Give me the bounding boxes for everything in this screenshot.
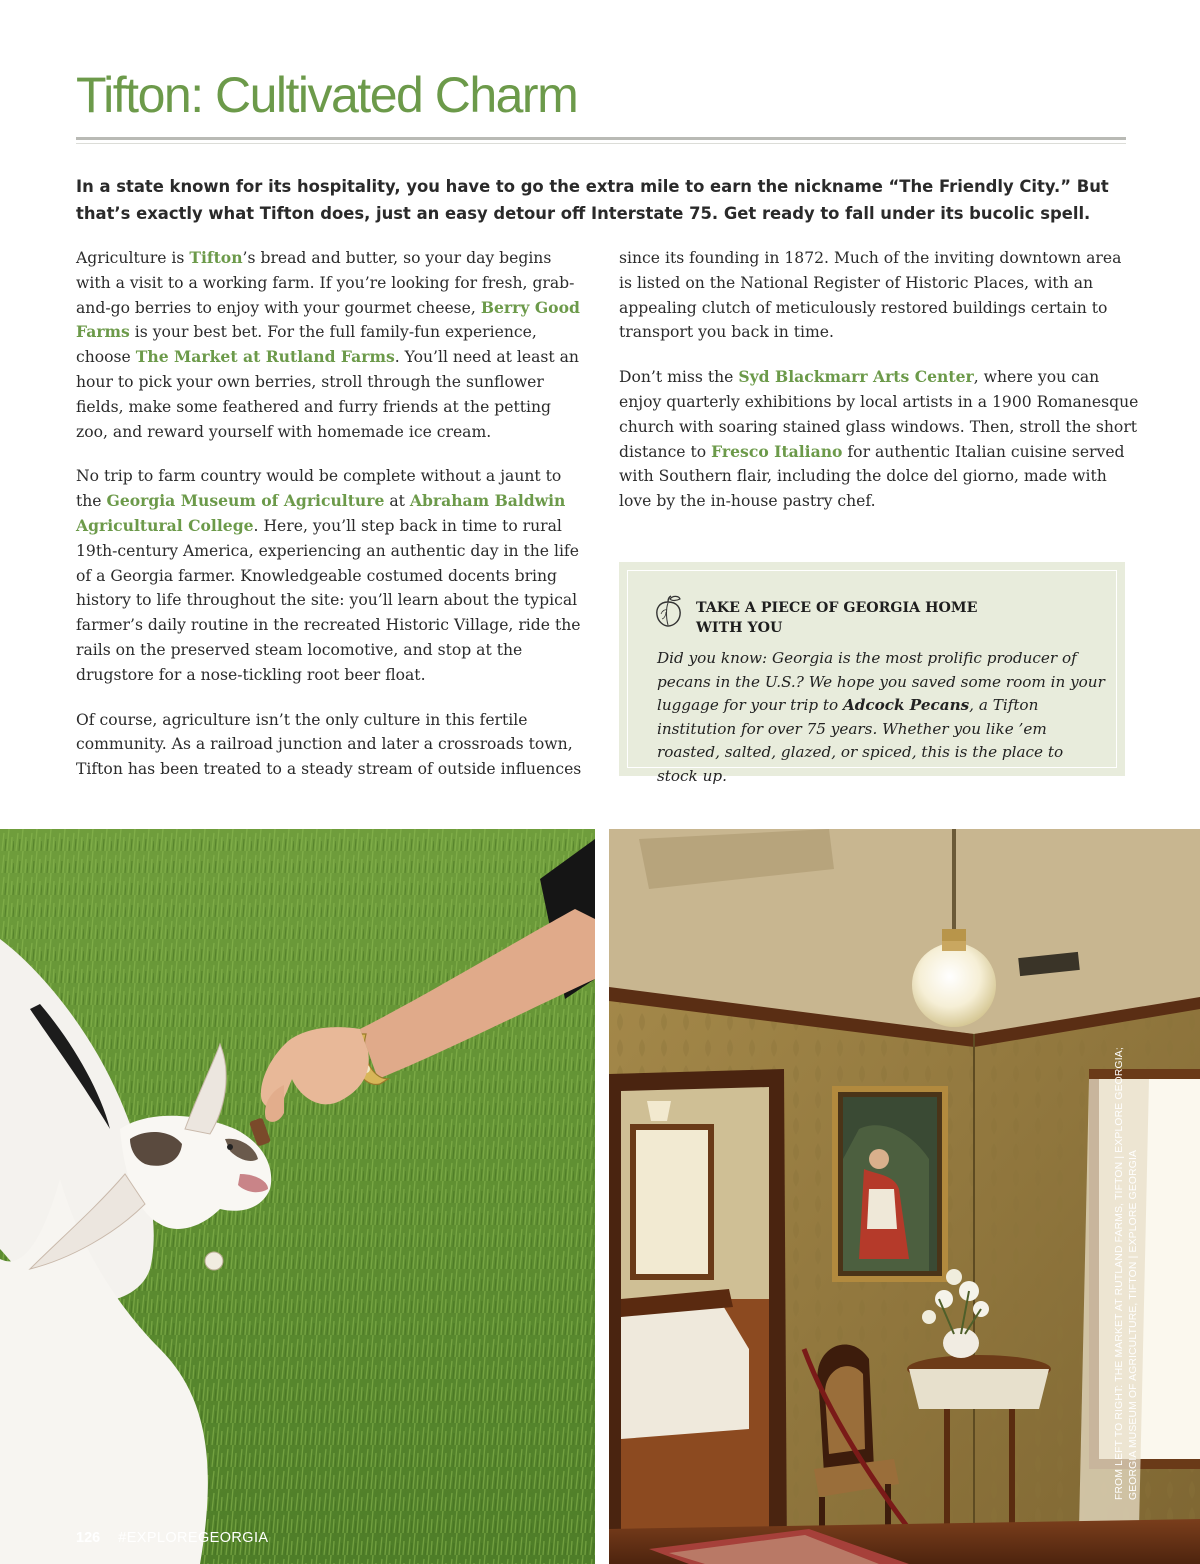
goat-feeding-illustration: [0, 829, 595, 1564]
photo-credit: FROM LEFT TO RIGHT: THE MARKET AT RUTLAND FARMS, TIFTON | EXPLORE GEORGIA; GEORGIA MUSEUM OF AGRICULTURE, TIFTON | EXPLORE GEORGIA: [1114, 1047, 1139, 1500]
sidebar-border: [627, 570, 1117, 785]
intro-paragraph: In a state known for its hospitality, you have to go the extra mile to earn the nickname “The Friendly City.” But that’s exactly what Tifton does, just an easy detour off Interstate 75. Get ready to fall under its bucolic spell.: [76, 177, 1109, 223]
sidebar-box: [619, 562, 1125, 785]
title-rule: [76, 137, 1126, 140]
sidebar-title: TAKE A PIECE OF GEORGIA HOME WITH YOU: [696, 600, 978, 636]
footer-hashtag: #EXPLOREGEORGIA: [118, 1530, 269, 1546]
link-fresco-italiano[interactable]: Fresco Italiano: [711, 441, 843, 461]
paragraph-arts: Don’t miss the Syd Blackmarr Arts Center, where you can enjoy quarterly exhibitions by local artists in a 1900 Romanesque church with soaring stained glass windows. Then, stroll the short distance to Fresco Italiano for authentic Italian cuisine served with Southern flair, including the dolce del giorno, made with love by the in-house pastry chef.: [619, 367, 1139, 511]
link-abraham-baldwin-college[interactable]: Abraham Baldwin Agricultural College: [76, 491, 566, 535]
sidebar-highlight-adcock: Adcock Pecans: [842, 696, 970, 715]
paragraph-museum: No trip to farm country would be complete without a jaunt to the Georgia Museum of Agriculture at Abraham Baldwin Agricultural College. Here, you’ll step back in time to rural 19th-century America, experiencing an authentic day in the life of a Georgia farmer. Knowledgeable costumed docents bring history to life throughout the site: you’ll learn about the typical farmer’s daily routine in the recreated Historic Village, ride the rails on the preserved steam locomotive, and stop at the drugstore for a nose-tickling root beer float.: [76, 467, 581, 684]
title-rule-thin: [76, 143, 1126, 144]
historic-parlor-illustration: [609, 829, 1200, 1564]
link-tifton[interactable]: Tifton: [189, 248, 243, 267]
georgia-peach-icon: [653, 594, 683, 628]
historic-parlor-photo: [609, 829, 1200, 1564]
link-georgia-museum-agriculture[interactable]: Georgia Museum of Agriculture: [106, 491, 385, 511]
link-berry-good-farms[interactable]: Berry Good Farms: [76, 297, 580, 342]
page-footer: [76, 1530, 268, 1546]
paragraph-farms: Agriculture is Tifton’s bread and butter, so your day begins with a visit to a working farm. If you’re looking for fresh, grab-and-go berries to enjoy with your gourmet cheese, Berry Good Farms is your best bet. For the full family-fun experience, choose The Market at Rutland Farms. You’ll need at least an hour to pick your own berries, stroll through the sunflower fields, make some feathered and furry friends at the petting zoo, and reward yourself with homemade ice cream.: [76, 248, 580, 441]
link-syd-blackmarr-arts-center[interactable]: Syd Blackmarr Arts Center: [738, 367, 974, 387]
article-title: Tifton: Cultivated Charm: [76, 67, 578, 123]
left-column: [76, 246, 586, 802]
right-column: [619, 246, 1139, 534]
page-number: 126: [76, 1530, 101, 1546]
paragraph-downtown: since its founding in 1872. Much of the inviting downtown area is listed on the National Register of Historic Places, with an appealing clutch of meticulously restored buildings certain to transport you back in time.: [619, 249, 1122, 342]
sidebar-body: Did you know: Georgia is the most prolific producer of pecans in the U.S.? We hope you saved some room in your luggage for your trip to Adcock Pecans, a Tifton institution for over 75 years. Whether you like ’em roasted, salted, glazed, or spiced, this is the place to stock up.: [657, 649, 1105, 785]
paragraph-culture: Of course, agriculture isn’t the only culture in this fertile community. As a railroad junction and later a crossroads town, Tifton has been treated to a steady stream of outside influences: [76, 710, 582, 779]
link-market-rutland-farms[interactable]: The Market at Rutland Farms: [135, 347, 395, 367]
goat-feeding-photo: [0, 829, 595, 1564]
